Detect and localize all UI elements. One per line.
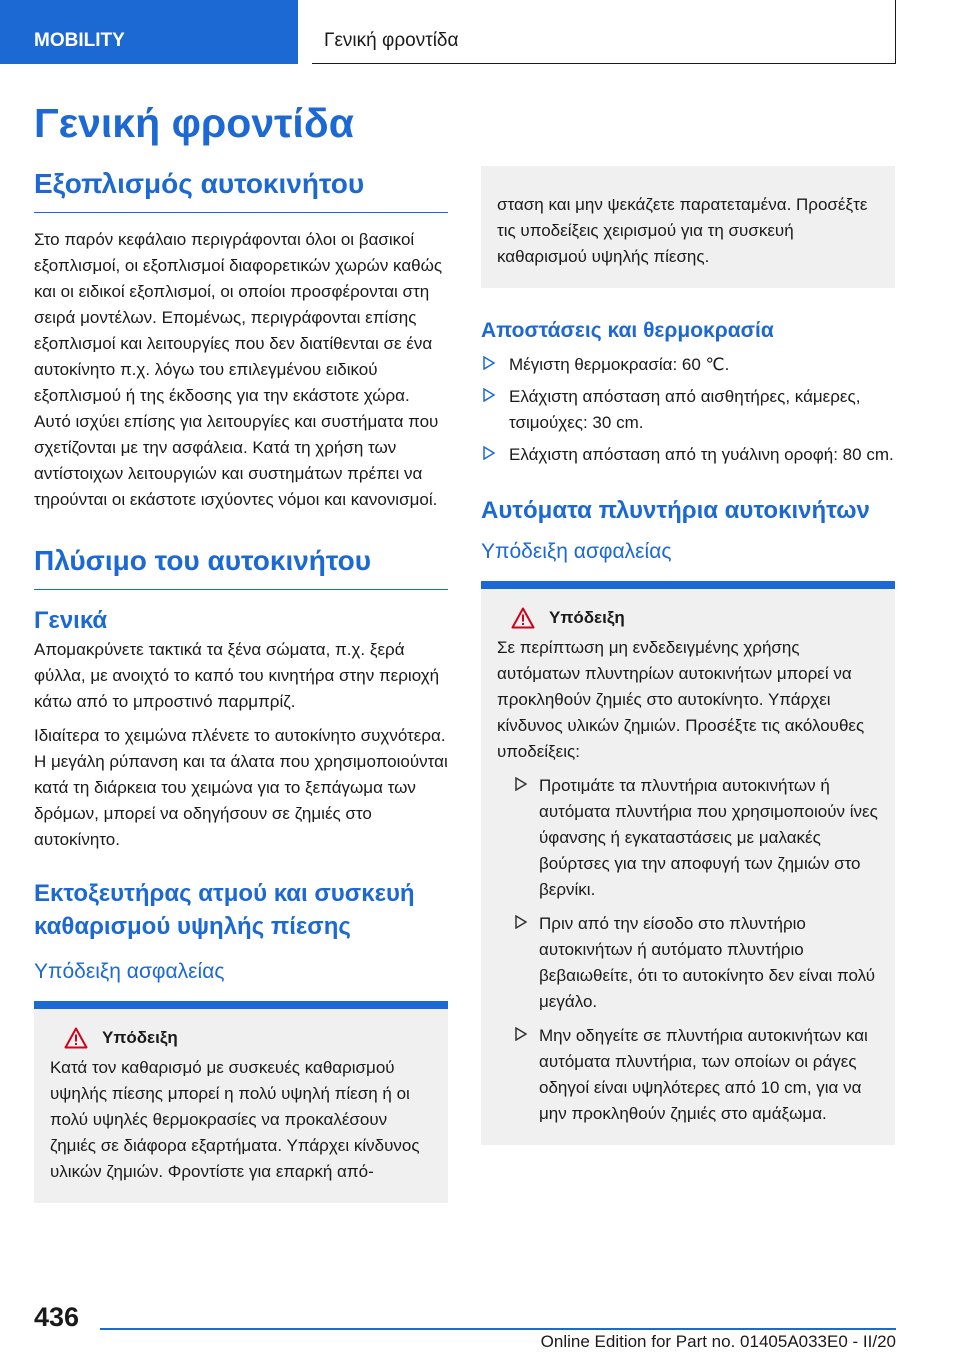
- triangle-bullet-icon: [515, 915, 527, 929]
- list-item: Προτιμάτε τα πλυντήρια αυτοκινήτων ή αυτόματα πλυντήρια που χρησιμοποιούν ίνες ύφανσης ή εγκαταστάσεις με μαλακές βούρτσες για την αποφυγή των ζημιών στο βερνίκι.: [497, 773, 879, 903]
- triangle-bullet-icon: [483, 388, 495, 402]
- equipment-heading: Εξοπλισμός αυτοκινήτου: [34, 166, 448, 213]
- warning-box-2: [481, 589, 895, 1145]
- general-text-2: Ιδιαίτερα το χειμώνα πλένετε το αυτοκίνητο συχνότερα. Η μεγάλη ρύπανση και τα άλατα που χρησιμοποιούνται κατά τη διάρκεια του χειμώνα για το ξεπάγωμα των δρόμων, μπορεί να οδηγήσουν σε ζημιές στο αυτοκίνητο.: [34, 726, 448, 849]
- warning-title: Υπόδειξη: [102, 1028, 178, 1047]
- page-number: 436: [34, 1302, 80, 1332]
- warning-box-continued: [481, 166, 895, 288]
- warning-text-2: Σε περίπτωση μη ενδεδειγμένης χρήσης αυτόματων πλυντηρίων αυτοκινήτων μπορεί να προκληθούν ζημιές στο αυτοκίνητο. Υπάρχει κίνδυνος υλικών ζημιών. Προσέξτε τις ακόλουθες υποδείξεις:: [497, 638, 865, 761]
- warning-text-continued: σταση και μην ψεκάζετε παρατεταμένα. Προσέξτε τις υποδείξεις χειρισμού για τη συσκευή καθαρισμού υψηλής πίεσης.: [497, 195, 868, 266]
- list-item: Ελάχιστη απόσταση από αισθητήρες, κάμερες, τσιμούχες: 30 cm.: [481, 384, 895, 436]
- warning-triangle-icon: [64, 1027, 88, 1049]
- list-item: Πριν από την είσοδο στο πλυντήριο αυτοκινήτων ή αυτόματο πλυντήριο βεβαιωθείτε, ότι το αυτοκίνητο δεν είναι πολύ μεγάλο.: [497, 911, 879, 1015]
- edition-text: Online Edition for Part no. 01405A033E0 - II/20: [540, 1332, 896, 1351]
- list-item: Μέγιστη θερμοκρασία: 60 ℃.: [481, 352, 895, 378]
- triangle-bullet-icon: [483, 356, 495, 370]
- warning-bar: [34, 1001, 448, 1009]
- distance-list: [481, 352, 895, 468]
- section-title: Γενική φροντίδα: [312, 0, 896, 64]
- distance-heading: Αποστάσεις και θερμοκρασία: [481, 319, 774, 342]
- warning-text: Κατά τον καθαρισμό με συσκευές καθαρισμού υψηλής πίεσης μπορεί η πολύ υψηλή πίεση ή οι πολύ υψηλές θερμοκρασίες να προκαλέσουν ζημιές σε διάφορα εξαρτήματα. Υπάρχει κίνδυνος υλικών ζημιών. Φροντίστε για επαρκή από-: [50, 1058, 420, 1181]
- triangle-bullet-icon: [483, 446, 495, 460]
- left-column: [34, 166, 448, 1203]
- chapter-tab[interactable]: MOBILITY: [0, 0, 298, 64]
- triangle-bullet-icon: [515, 1027, 527, 1041]
- safety-note-heading: Υπόδειξη ασφαλείας: [34, 960, 225, 983]
- list-item: Ελάχιστη απόσταση από τη γυάλινη οροφή: 80 cm.: [481, 442, 895, 468]
- warning-title: Υπόδειξη: [549, 608, 625, 627]
- list-item: Μην οδηγείτε σε πλυντήρια αυτοκινήτων και αυτόματα πλυντήρια, των οποίων οι ράγες οδηγοί είναι υψηλότερες από 10 cm, για να μην προκληθούν ζημιές στο αμάξωμα.: [497, 1023, 879, 1127]
- steam-cleaner-heading: Εκτοξευτήρας ατμού και συσκευή καθαρισμού υψηλής πίεσης: [34, 880, 415, 940]
- equipment-text: Στο παρόν κεφάλαιο περιγράφονται όλοι οι βασικοί εξοπλισμοί, οι εξοπλισμοί διαφορετικών χωρών καθώς και οι ειδικοί εξοπλισμοί, οι οποίοι προσφέρονται στη σειρά μοντέλων. Επομένως, περιγράφονται επίσης εξοπλισμοί και λειτουργίες που δεν διατίθενται σε ένα αυτοκίνητο π.χ. λόγω του επιλεγμένου ειδικού εξοπλισμού ή της έκδοσης για την εκάστοτε χώρα. Αυτό ισχύει επίσης για λειτουργίες και συστήματα που σχετίζονται με την ασφάλεια. Κατά τη χρήση των αντίστοιχων λειτουργιών και συστημάτων πρέπει να τηρούνται οι εκάστοτε ισχύοντες νόμοι και κανονισμοί.: [34, 230, 443, 509]
- warning-box: [34, 1009, 448, 1203]
- warning-list: [497, 773, 879, 1127]
- triangle-bullet-icon: [515, 777, 527, 791]
- warning-triangle-icon: [511, 607, 535, 629]
- warning-bar-2: [481, 581, 895, 589]
- general-heading: Γενικά: [34, 607, 108, 634]
- washing-heading: Πλύσιμο του αυτοκινήτου: [34, 543, 448, 590]
- car-wash-heading: Αυτόματα πλυντήρια αυτοκινήτων: [481, 497, 870, 524]
- safety-note-heading-2: Υπόδειξη ασφαλείας: [481, 540, 672, 563]
- right-column: [481, 166, 895, 1145]
- general-text-1: Απομακρύνετε τακτικά τα ξένα σώματα, π.χ. ξερά φύλλα, με ανοιχτό το καπό του κινητήρα στην περιοχή κάτω από το μπροστινό παρμπρίζ.: [34, 640, 440, 711]
- footer-rule: [100, 1328, 896, 1330]
- page-title: Γενική φροντίδα: [34, 100, 354, 146]
